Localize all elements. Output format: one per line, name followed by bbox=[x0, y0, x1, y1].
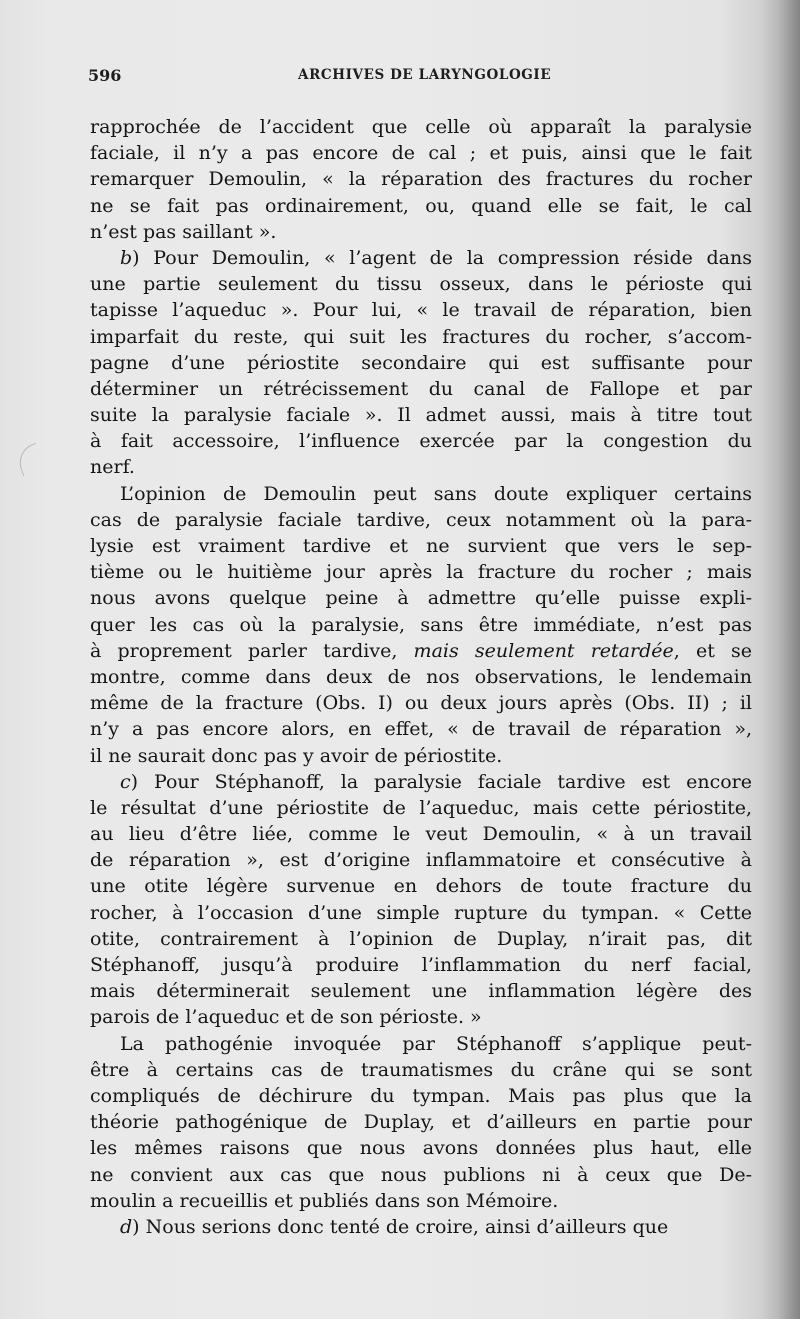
text-line: ne se fait pas ordinairement, ou, quand elle se fait, le cal bbox=[90, 194, 752, 217]
paragraph bbox=[90, 114, 752, 245]
text-line: il ne saurait donc pas y avoir de périostite. bbox=[90, 744, 503, 767]
text-line: lysie est vraiment tardive et ne survient que vers le sep- bbox=[90, 535, 752, 557]
paragraph bbox=[90, 1214, 752, 1240]
text-line: cas de paralysie faciale tardive, ceux notamment où la para- bbox=[90, 508, 752, 531]
paragraph bbox=[90, 769, 752, 1031]
text-line: rocher, à l’occasion d’une simple rupture du tympan. « Cette bbox=[90, 901, 752, 924]
body-text bbox=[90, 114, 752, 1240]
text-line: nous avons quelque peine à admettre qu’elle puisse expli- bbox=[90, 587, 752, 610]
text-line: montre, comme dans deux de nos observations, le lendemain bbox=[90, 665, 752, 688]
text-line: le résultat d’une périostite de l’aqueduc, mais cette périostite, bbox=[90, 796, 752, 819]
text-line: otite, contrairement à l’opinion de Duplay, n’irait pas, dit bbox=[90, 927, 752, 950]
text-line: n’y a pas encore alors, en effet, « de travail de réparation », bbox=[90, 718, 752, 741]
paragraph bbox=[90, 245, 752, 481]
text-line: La pathogénie invoquée par Stéphanoff s’applique peut- bbox=[120, 1032, 752, 1055]
text-line: compliqués de déchirure du tympan. Mais pas plus que la bbox=[90, 1084, 752, 1107]
text-line: même de la fracture (Obs. I) ou deux jours après (Obs. II) ; il bbox=[90, 692, 752, 715]
text-line: suite la paralysie faciale ». Il admet aussi, mais à titre tout bbox=[90, 404, 752, 427]
text-line: à proprement parler tardive, mais seulement retardée, et se bbox=[90, 639, 752, 662]
paragraph bbox=[90, 1031, 752, 1214]
text-line: mais déterminerait seulement une inflammation légère des bbox=[90, 980, 752, 1003]
text-line: L’opinion de Demoulin peut sans doute expliquer certains bbox=[120, 482, 752, 505]
text-line: à fait accessoire, l’influence exercée par la congestion du bbox=[90, 430, 752, 453]
text-line: théorie pathogénique de Duplay, et d’ailleurs en partie pour bbox=[90, 1111, 752, 1134]
text-line: être à certains cas de traumatismes du crâne qui se sont bbox=[90, 1058, 752, 1081]
text-line: rapprochée de l’accident que celle où apparaît la paralysie bbox=[90, 116, 752, 138]
text-line: de réparation », est d’origine inflammatoire et consécutive à bbox=[90, 849, 752, 872]
text-line: moulin a recueillis et publiés dans son Mémoire. bbox=[90, 1189, 559, 1212]
text-line: Stéphanoff, jusqu’à produire l’inflammation du nerf facial, bbox=[90, 954, 752, 976]
text-line: n’est pas saillant ». bbox=[90, 220, 277, 243]
text-line: une partie seulement du tissu osseux, dans le périoste qui bbox=[90, 273, 752, 296]
running-title: ARCHIVES DE LARYNGOLOGIE bbox=[298, 67, 552, 83]
text-line: ne convient aux cas que nous publions ni à ceux que De- bbox=[90, 1163, 752, 1186]
text-line: au lieu d’être liée, comme le veut Demoulin, « à un travail bbox=[90, 823, 752, 846]
text-line: parois de l’aqueduc et de son périoste. » bbox=[90, 1006, 482, 1029]
text-line: déterminer un rétrécissement du canal de Fallope et par bbox=[90, 377, 752, 400]
text-line: imparfait du reste, qui suit les fractures du rocher, s’accom- bbox=[90, 325, 752, 348]
text-line: une otite légère survenue en dehors de toute fracture du bbox=[90, 875, 752, 898]
text-line: remarquer Demoulin, « la réparation des fractures du rocher bbox=[90, 168, 752, 191]
text-line: c) Pour Stéphanoff, la paralysie faciale tardive est encore bbox=[120, 770, 752, 793]
text-line: tième ou le huitième jour après la fracture du rocher ; mais bbox=[90, 561, 752, 584]
text-line: nerf. bbox=[90, 456, 135, 479]
text-line: b) Pour Demoulin, « l’agent de la compression réside dans bbox=[120, 246, 752, 269]
margin-pencil-mark bbox=[14, 443, 45, 476]
text-line: faciale, il n’y a pas encore de cal ; et puis, ainsi que le fait bbox=[90, 142, 752, 165]
page-header bbox=[88, 66, 748, 88]
binding-shadow bbox=[760, 0, 800, 1319]
page-number: 596 bbox=[88, 66, 122, 85]
text-line: tapisse l’aqueduc ». Pour lui, « le travail de réparation, bien bbox=[90, 299, 752, 322]
text-line: quer les cas où la paralysie, sans être immédiate, n’est pas bbox=[90, 613, 752, 636]
text-line: pagne d’une périostite secondaire qui est suffisante pour bbox=[90, 351, 752, 374]
paragraph bbox=[90, 481, 752, 769]
text-line: les mêmes raisons que nous avons données plus haut, elle bbox=[90, 1137, 752, 1160]
text-line: d) Nous serions donc tenté de croire, ainsi d’ailleurs que bbox=[120, 1215, 669, 1238]
